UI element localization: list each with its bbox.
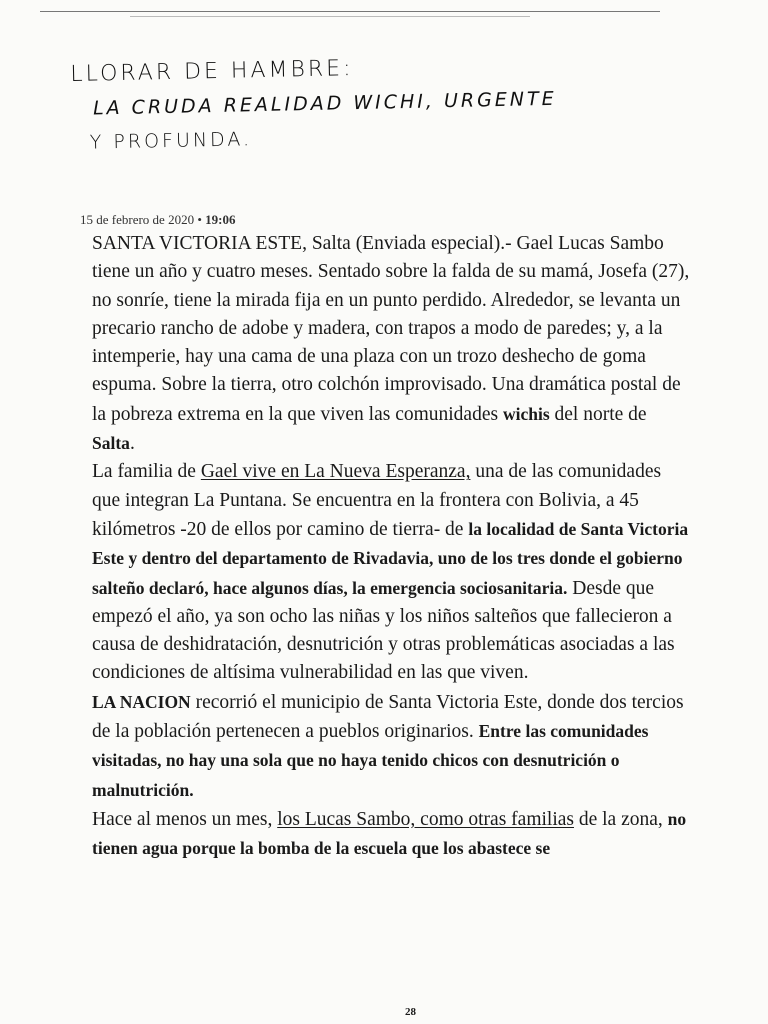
paragraph-3-bold: Entre las comunidades visitadas, no hay una sola que no haya tenido chicos con desnutrición o malnutrición. [92, 721, 649, 800]
article-time: 19:06 [205, 212, 236, 227]
paragraph-2-text: una de las comunidades que integran La Puntana. Se encuentra en la frontera con Bolivia, a 45 kilómetros -20 de ellos por camino de tierra- de [92, 461, 662, 540]
paragraph-4-text: de la zona, [573, 808, 668, 830]
page-number: 28 [405, 1006, 416, 1018]
article-date: 15 de febrero de 2020 [80, 212, 195, 227]
paragraph-4-bold: no tienen agua porque la bomba de la escuela que los abastece se [92, 808, 687, 859]
article-dateline [80, 212, 235, 228]
handwritten-line-3: Y PROFUNDA. [89, 128, 253, 154]
bold-salta: Salta [92, 433, 130, 454]
paragraph-3 [92, 688, 692, 805]
link-lucas-sambo[interactable]: los Lucas Sambo, como otras familias [277, 808, 574, 830]
paragraph-2-start: La familia de [92, 461, 201, 483]
paragraph-2-end: Desde que empezó el año, ya son ocho las niñas y los niños salteños que fallecieron a causa de deshidratación, desnutrición y otras problemáticas asociadas a las condiciones de altísima vulnerabilidad en las que viven. [92, 577, 675, 684]
paragraph-1 [92, 230, 692, 458]
dateline-separator: • [197, 212, 202, 227]
article-body [92, 230, 692, 864]
paragraph-4-start: Hace al menos un mes, [92, 808, 278, 830]
paragraph-2-bold: la localidad de Santa Victoria Este y dentro del departamento de Rivadavia, uno de los tres donde el gobierno salteño declaró, hace algunos días, la emergencia sociosanitaria. [92, 518, 689, 598]
handwritten-line-2: LA CRUDA REALIDAD WICHI, URGENTE [92, 87, 557, 120]
link-nueva-esperanza[interactable]: Gael vive en La Nueva Esperanza, [200, 461, 471, 483]
paragraph-2 [92, 458, 692, 687]
paragraph-3-text: recorrió el municipio de Santa Victoria Este, donde dos tercios de la población pertenecen a pueblos originarios. [92, 691, 684, 743]
paragraph-4 [92, 805, 692, 864]
handwritten-title [70, 45, 692, 160]
top-rule [40, 11, 660, 12]
la-nacion-bold: LA NACION [92, 691, 191, 712]
paragraph-1-text: Salta (Enviada especial).- Gael Lucas Sambo tiene un año y cuatro meses. Sentado sobre la falda de su mamá, Josefa (27), no sonríe, tiene la mirada fija en un punto perdido. Alrededor, se levanta un precario rancho de adobe y madera, con trapos a modo de paredes; y, a la intemperie, hay una cama de una plaza con un trozo deshecho de goma espuma. Sobre la tierra, otro colchón improvisado. Una dramática postal de la pobreza extrema en la que viven las comunidades [92, 233, 690, 425]
paragraph-1-end: . [129, 433, 135, 455]
bold-wichis: wichis [502, 403, 550, 424]
paragraph-1-mid: del norte de [549, 403, 647, 425]
dateline-location: SANTA VICTORIA ESTE, [92, 233, 307, 254]
handwritten-line-1: LLORAR DE HAMBRE: [70, 56, 354, 87]
top-rule-faint [130, 16, 530, 17]
